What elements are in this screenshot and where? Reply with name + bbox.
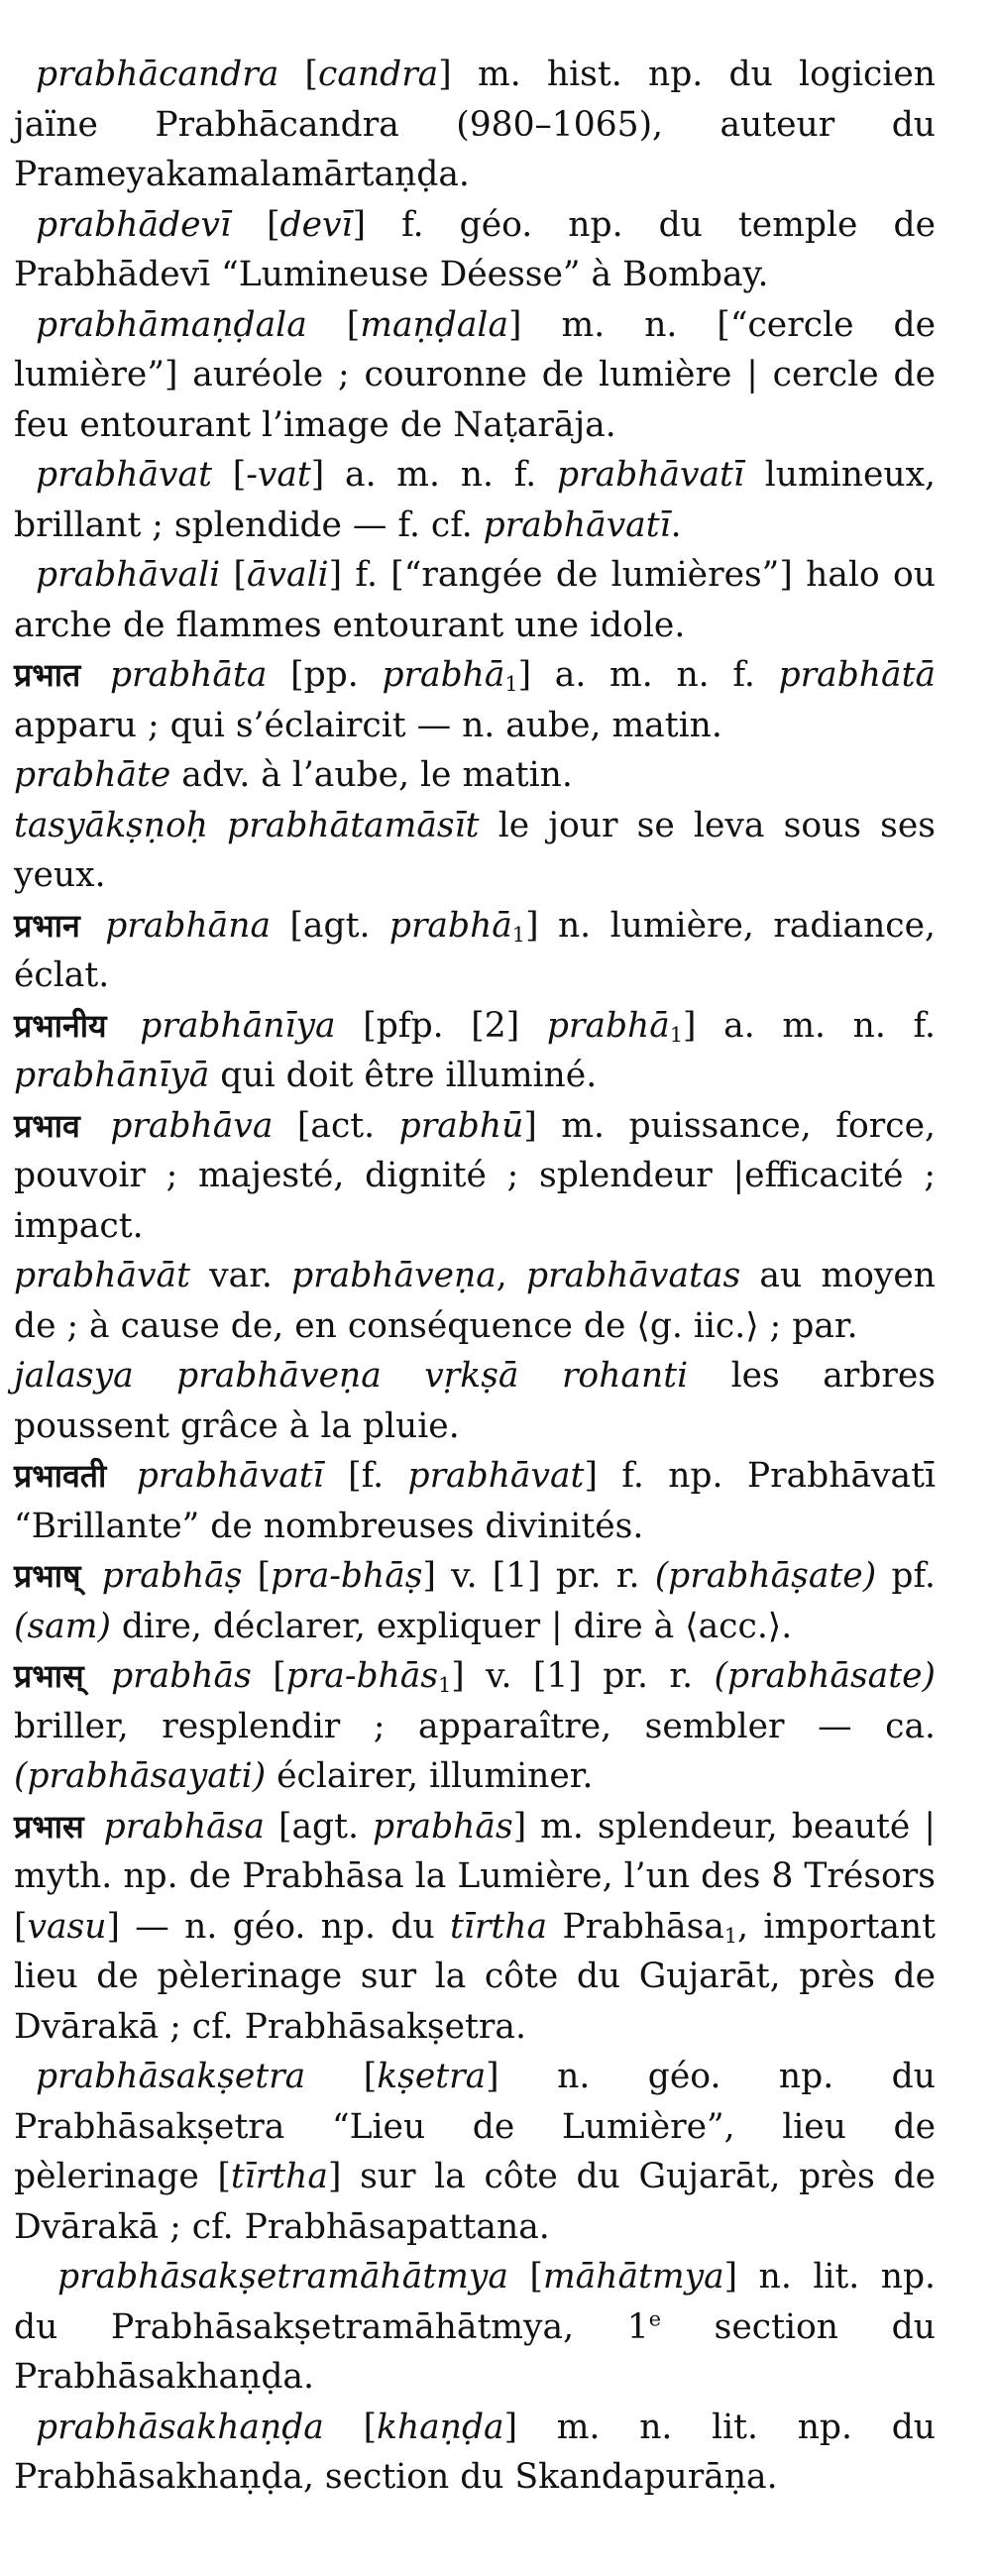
italic-term: vasu xyxy=(27,1906,107,1947)
entry-text: ] a. m. n. f. xyxy=(310,455,557,495)
entry-text: [f. xyxy=(323,1456,408,1496)
dictionary-entry xyxy=(14,200,936,300)
entry-text: ] v. [1] pr. r. xyxy=(451,1656,715,1696)
entry-text: lumineux, brillant ; splendide — f. cf. xyxy=(14,455,936,545)
italic-term: prabhāna xyxy=(105,905,272,946)
italic-term: jalasya prabhāveṇa vṛkṣā rohanti xyxy=(14,1356,689,1396)
dictionary-entry xyxy=(14,1651,936,1802)
entry-text: ] f. [“rangée de lumières”] halo ou arche de flammes entourant une idole. xyxy=(14,555,936,645)
italic-term: prabhāsakṣetra xyxy=(36,2057,306,2096)
entry-text: dire, déclarer, expliquer | dire à ⟨acc.⟩. xyxy=(110,1606,793,1646)
entry-text: [ xyxy=(306,304,361,345)
entry-text: ] n. lit. np. du Prabhāsakṣetramāhātmya, 1 xyxy=(14,2257,936,2347)
italic-term: tīrtha xyxy=(450,1906,548,1947)
entry-text: [act. xyxy=(273,1105,399,1146)
dictionary-entry xyxy=(14,1451,936,1551)
dictionary-entry xyxy=(14,1351,936,1451)
entry-text xyxy=(90,1656,111,1696)
entry-text: ] f. géo. np. du temple de Prabhādevī “Lumineuse Déesse” à Bombay. xyxy=(14,204,936,294)
italic-term: māhātmya xyxy=(542,2257,724,2296)
entry-text: éclairer, illuminer. xyxy=(266,1756,594,1796)
entry-text: le jour se leva sous ses yeux. xyxy=(14,805,936,895)
entry-text: adv. à l’aube, le matin. xyxy=(170,755,573,795)
entry-text: [pfp. [2] xyxy=(335,1005,547,1046)
entry-text: , important lieu de pèlerinage sur la côte du Gujarāt, près de Dvārakā ; cf. Prabhāsakṣetra. xyxy=(14,1906,937,2047)
dictionary-page xyxy=(14,50,936,2503)
entry-text: , xyxy=(496,1256,526,1295)
italic-term: prabhāvatas xyxy=(525,1256,741,1295)
italic-term: prabhāvatī xyxy=(136,1456,324,1496)
dictionary-entry xyxy=(14,2252,936,2403)
entry-text: ] m. hist. np. du logicien jaïne Prabhācandra (980–1065), auteur du Prameyakamalamārtaṇḍa. xyxy=(14,55,936,194)
italic-term: prabhāsakṣetramāhātmya xyxy=(57,2257,508,2296)
entry-text: pf. xyxy=(876,1556,936,1596)
dictionary-entry xyxy=(14,300,936,451)
italic-term: pra-bhās xyxy=(285,1656,439,1696)
italic-term: (sam) xyxy=(14,1606,111,1646)
devanagari-headword: प्रभास xyxy=(14,1807,84,1846)
entry-text: ] m. puissance, force, pouvoir ; majesté, dignité ; splendeur |efficacité ; impact. xyxy=(14,1105,936,1246)
italic-term: āvali xyxy=(246,555,329,595)
entry-text: [pp. xyxy=(267,655,383,695)
devanagari-headword: प्रभानीय xyxy=(14,1006,107,1045)
italic-term: candra xyxy=(318,55,439,94)
italic-term: pra-bhāṣ xyxy=(271,1556,423,1596)
italic-term: tasyākṣṇoḥ prabhātamāsīt xyxy=(14,805,480,845)
italic-term: prabhācandra xyxy=(36,55,279,94)
italic-term: prabhānīya xyxy=(140,1005,336,1046)
italic-term: prabhāvali xyxy=(36,555,221,595)
homonym-index: 1 xyxy=(504,672,518,697)
italic-term: (prabhāsayati) xyxy=(14,1756,267,1796)
italic-term: (prabhāsate) xyxy=(714,1656,936,1696)
dictionary-entry xyxy=(14,450,936,550)
entry-text: [ xyxy=(211,455,247,495)
entry-text: briller, resplendir ; apparaître, sembler — ca. xyxy=(14,1706,936,1746)
entry-text xyxy=(90,1807,104,1847)
italic-term: prabhātā xyxy=(778,655,937,695)
entry-text: [ xyxy=(305,2057,378,2096)
entry-text: apparu ; qui s’éclaircit — n. aube, matin. xyxy=(14,705,722,745)
entry-text: qui doit être illuminé. xyxy=(209,1056,598,1095)
italic-term: prabhāsakhaṇḍa xyxy=(36,2407,324,2447)
entry-text xyxy=(86,1106,111,1146)
italic-term: prabhāvāt xyxy=(14,1256,190,1295)
italic-term: maṇḍala xyxy=(360,304,509,345)
entry-text: [ xyxy=(220,555,247,595)
devanagari-headword: प्रभाष् xyxy=(14,1557,81,1595)
entry-text: [ xyxy=(278,55,318,94)
dictionary-entry xyxy=(14,801,936,901)
entry-text: au moyen de ; à cause de, en conséquence de ⟨g. iic.⟩ ; par. xyxy=(14,1256,936,1346)
entry-text: ] m. splendeur, beauté | myth. np. de Prabhāsa la Lumière, l’un des 8 Trésors [ xyxy=(14,1806,936,1947)
dictionary-entry xyxy=(14,50,936,200)
entry-text xyxy=(113,1006,141,1046)
italic-term: khaṇḍa xyxy=(377,2407,504,2447)
dictionary-entry xyxy=(14,2052,936,2252)
entry-text: ] sur la côte du Gujarāt, près de Dvārakā ; cf. Prabhāsapattana. xyxy=(14,2157,936,2247)
entry-text: ] — n. géo. np. du xyxy=(106,1906,451,1947)
entry-text: [agt. xyxy=(264,1806,373,1847)
dictionary-entry xyxy=(14,901,936,1001)
dictionary-entry xyxy=(14,1001,936,1101)
devanagari-headword: प्रभावती xyxy=(14,1457,107,1495)
italic-term: prabhās xyxy=(111,1656,252,1696)
entry-text xyxy=(112,1456,136,1496)
italic-term: kṣetra xyxy=(377,2057,487,2096)
italic-term: prabhā xyxy=(382,655,505,695)
italic-term: prabhāveṇa xyxy=(291,1256,497,1295)
italic-term: prabhāvat xyxy=(36,455,212,495)
italic-term: tīrtha xyxy=(230,2157,328,2196)
entry-text: var. xyxy=(189,1256,292,1295)
italic-term: prabhādevī xyxy=(36,204,232,245)
entry-text: ] m. n. lit. np. du Prabhāsakhaṇḍa, section du Skandapurāṇa. xyxy=(14,2407,936,2497)
entry-text: ] n. géo. np. du Prabhāsakṣetra “Lieu de Lumière”, lieu de pèlerinage [ xyxy=(14,2057,936,2196)
dictionary-entry xyxy=(14,1551,936,1651)
italic-term: prabhāte xyxy=(14,755,171,795)
italic-term: prabhāsa xyxy=(103,1806,265,1847)
italic-term: prabhāvatī xyxy=(556,455,744,495)
entry-text: ] n. lumière, radiance, éclat. xyxy=(14,905,936,995)
dictionary-entry xyxy=(14,550,936,650)
homonym-index: 1 xyxy=(438,1673,452,1698)
entry-text: [agt. xyxy=(271,905,389,946)
homonym-index: 1 xyxy=(669,1022,684,1047)
dictionary-entry xyxy=(14,750,936,801)
entry-text: section du Prabhāsakhaṇḍa. xyxy=(14,2306,936,2397)
entry-text: ] m. n. [“cercle de lumière”] auréole ; couronne de lumière | cercle de feu entourant l’image de Naṭarāja. xyxy=(14,304,937,445)
devanagari-headword: प्रभाव xyxy=(14,1106,80,1145)
dictionary-entry xyxy=(14,2403,936,2503)
italic-term: prabhāmaṇḍala xyxy=(36,304,307,345)
dictionary-entry xyxy=(14,1101,936,1252)
italic-term: prabhāva xyxy=(110,1105,274,1146)
italic-term: (prabhāṣate) xyxy=(654,1556,877,1596)
entry-text: [ xyxy=(251,1656,286,1696)
entry-text: [ xyxy=(323,2407,378,2447)
italic-term: prabhāta xyxy=(109,655,268,695)
entry-text xyxy=(86,906,105,946)
devanagari-headword: प्रभान xyxy=(14,906,80,945)
italic-term: prabhāvatī xyxy=(483,504,671,545)
italic-term: prabhās xyxy=(372,1806,513,1847)
homonym-index: 1 xyxy=(511,922,526,947)
italic-term: prabhānīyā xyxy=(14,1056,210,1095)
italic-term: -vat xyxy=(246,455,311,495)
entry-text xyxy=(86,655,110,695)
devanagari-headword: प्रभात xyxy=(14,656,81,694)
italic-term: devī xyxy=(279,204,353,245)
dictionary-entry xyxy=(14,1251,936,1351)
ordinal-suffix: e xyxy=(648,2306,661,2331)
italic-term: prabhā xyxy=(546,1005,670,1046)
italic-term: prabhū xyxy=(398,1105,524,1146)
dictionary-entry xyxy=(14,650,936,750)
entry-text: [ xyxy=(242,1556,272,1596)
entry-text: Prabhāsa xyxy=(547,1906,724,1947)
entry-text: . xyxy=(670,504,682,545)
italic-term: prabhāṣ xyxy=(101,1556,243,1596)
dictionary-entry xyxy=(14,1802,936,2053)
entry-text: ] f. np. Prabhāvatī “Brillante” de nombreuses divinités. xyxy=(14,1456,936,1546)
italic-term: prabhā xyxy=(388,905,512,946)
italic-term: prabhāvat xyxy=(407,1456,585,1496)
entry-text: ] a. m. n. f. xyxy=(683,1005,936,1046)
homonym-index: 1 xyxy=(723,1923,738,1948)
entry-text xyxy=(87,1556,102,1596)
devanagari-headword: प्रभास् xyxy=(14,1657,84,1695)
entry-text: ] a. m. n. f. xyxy=(517,655,779,695)
entry-text: ] v. [1] pr. r. xyxy=(422,1556,655,1596)
entry-text: [ xyxy=(507,2257,543,2296)
entry-text: [ xyxy=(231,204,280,245)
entry-text: les arbres poussent grâce à la pluie. xyxy=(14,1356,936,1446)
